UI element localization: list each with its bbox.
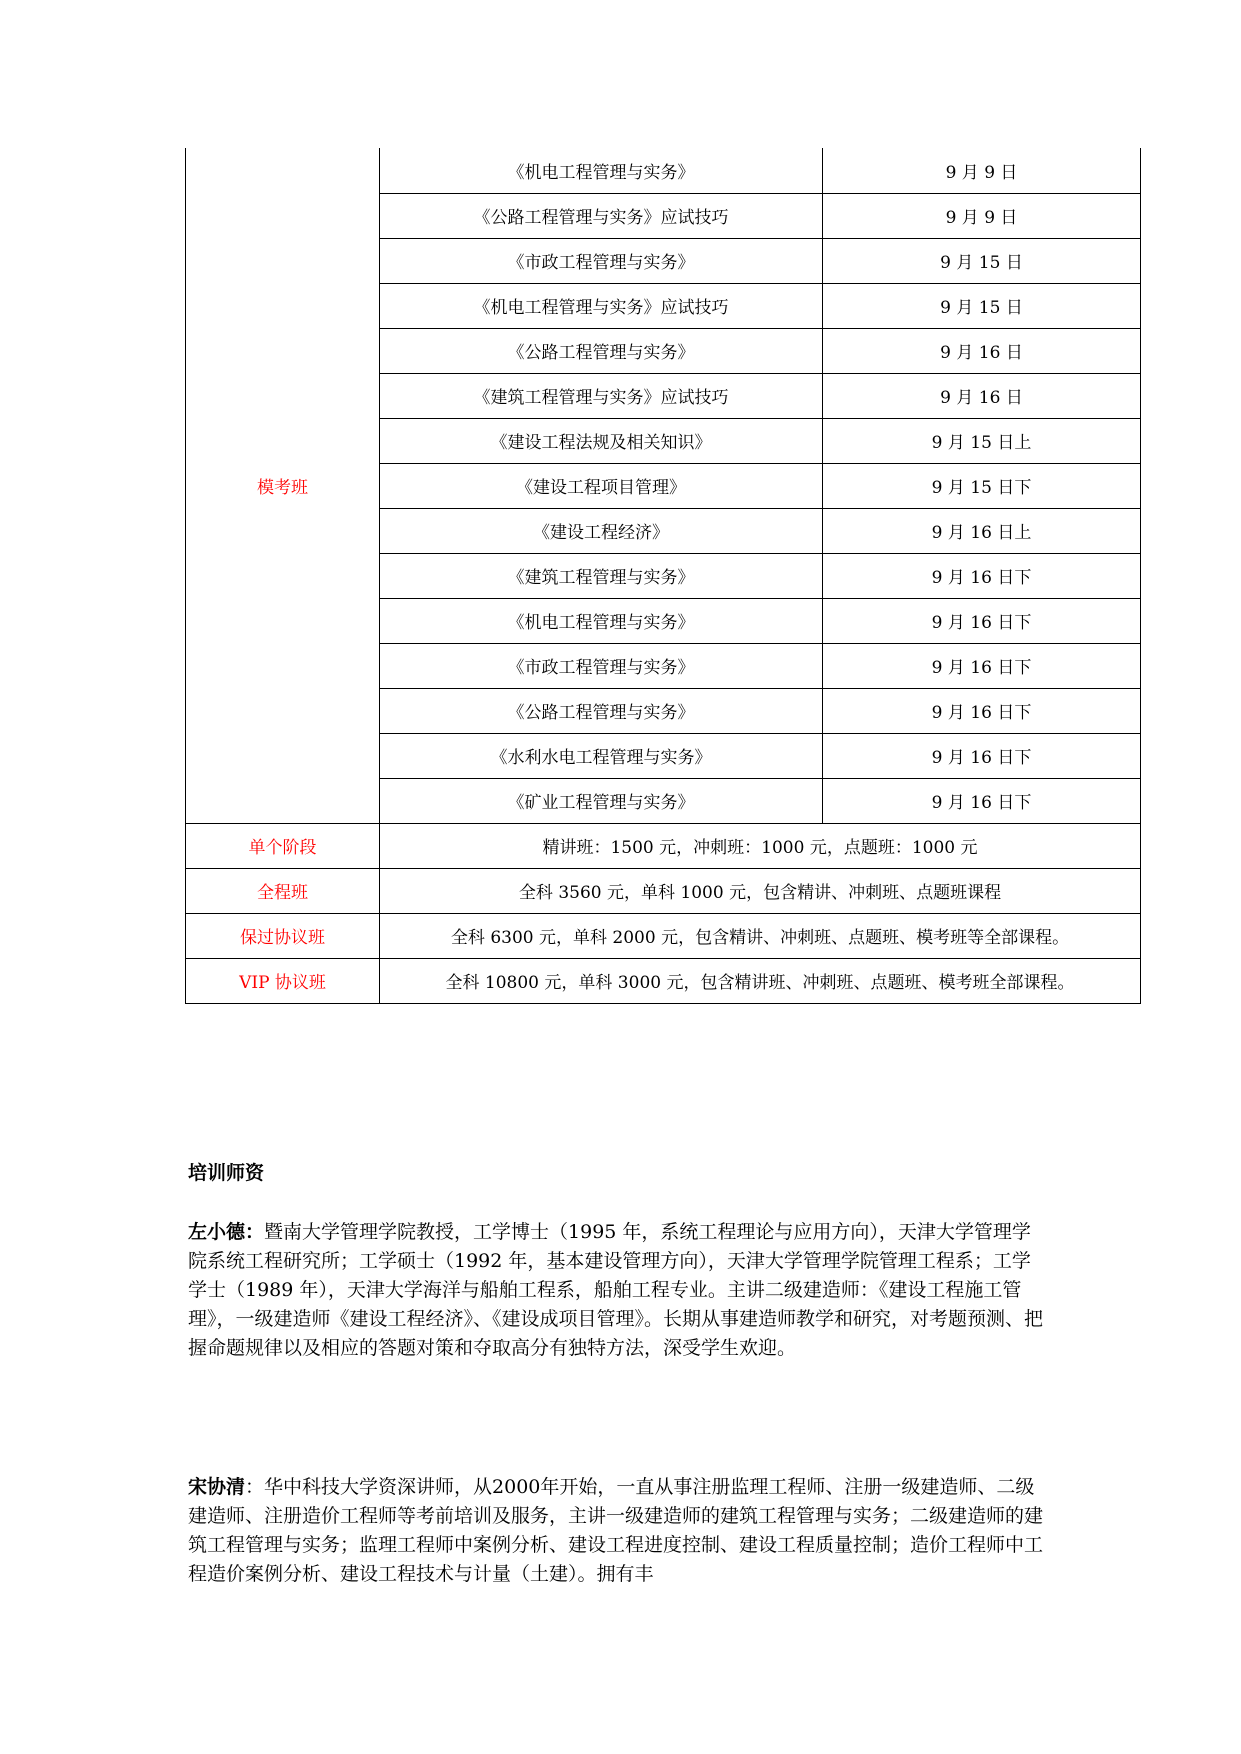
price-row [186,958,1141,1003]
price-text: 全科 10800 元，单科 3000 元，包含精讲班、冲刺班、点题班、模考班全部课程。 [380,958,1141,1003]
price-row [186,823,1141,868]
price-label: 保过协议班 [186,913,380,958]
subject-cell: 《机电工程管理与实务》应试技巧 [380,283,823,328]
schedule-table [185,148,1141,1004]
teacher-name: 宋协清 [188,1476,246,1498]
teacher-bio-text: 华中科技大学资深讲师，从2000年开始，一直从事注册监理工程师、注册一级建造师、二级建造师、注册造价工程师等考前培训及服务，主讲一级建造师的建筑工程管理与实务；二级建造师的建筑工程管理与实务；监理工程师中案例分析、建设工程进度控制、建设工程质量控制；造价工程师中工程造价案例分析、建设工程技术与计量（土建）。拥有丰 [188,1476,1044,1585]
date-cell: 9 月 15 日下 [823,463,1141,508]
date-cell: 9 月 15 日上 [823,418,1141,463]
price-text: 精讲班：1500 元，冲刺班：1000 元，点题班：1000 元 [380,823,1141,868]
teacher-name-sep: ： [245,1476,265,1498]
date-cell: 9 月 16 日下 [823,688,1141,733]
subject-cell: 《机电工程管理与实务》 [380,148,823,193]
price-text: 全科 3560 元，单科 1000 元，包含精讲、冲刺班、点题班课程 [380,868,1141,913]
date-cell: 9 月 9 日 [823,148,1141,193]
subject-cell: 《建设工程项目管理》 [380,463,823,508]
mock-exam-row [186,148,1141,193]
date-cell: 9 月 16 日下 [823,553,1141,598]
subject-cell: 《建设工程经济》 [380,508,823,553]
price-label: 单个阶段 [186,823,380,868]
subject-cell: 《公路工程管理与实务》应试技巧 [380,193,823,238]
subject-cell: 《建筑工程管理与实务》应试技巧 [380,373,823,418]
subject-cell: 《机电工程管理与实务》 [380,598,823,643]
subject-cell: 《市政工程管理与实务》 [380,643,823,688]
subject-cell: 《公路工程管理与实务》 [380,328,823,373]
date-cell: 9 月 16 日 [823,373,1141,418]
subject-cell: 《公路工程管理与实务》 [380,688,823,733]
subject-cell: 《建筑工程管理与实务》 [380,553,823,598]
date-cell: 9 月 16 日上 [823,508,1141,553]
subject-cell: 《建设工程法规及相关知识》 [380,418,823,463]
teacher-name: 左小德 [188,1221,246,1243]
subject-cell: 《矿业工程管理与实务》 [380,778,823,823]
price-row [186,868,1141,913]
price-row [186,913,1141,958]
teacher-bio-song [188,1473,1048,1589]
price-label: VIP 协议班 [186,958,380,1003]
date-cell: 9 月 9 日 [823,193,1141,238]
date-cell: 9 月 16 日下 [823,733,1141,778]
teacher-bio-text: 暨南大学管理学院教授，工学博士（1995 年，系统工程理论与应用方向），天津大学管理学院系统工程研究所；工学硕士（1992 年，基本建设管理方向），天津大学管理学院管理工程系；工学学士（1989 年），天津大学海洋与船舶工程系，船舶工程专业。主讲二级建造师：《建设工程施工管理》，一级建造师《建设工程经济》、《建设成项目管理》。长期从事建造师教学和研究，对考题预测、把握命题规律以及相应的答题对策和夺取高分有独特方法，深受学生欢迎。 [188,1221,1044,1359]
date-cell: 9 月 15 日 [823,283,1141,328]
date-cell: 9 月 16 日下 [823,778,1141,823]
date-cell: 9 月 15 日 [823,238,1141,283]
date-cell: 9 月 16 日下 [823,643,1141,688]
price-label: 全程班 [186,868,380,913]
price-text: 全科 6300 元，单科 2000 元，包含精讲、冲刺班、点题班、模考班等全部课程。 [380,913,1141,958]
date-cell: 9 月 16 日下 [823,598,1141,643]
teacher-name-sep: ： [245,1221,265,1243]
section-title: 培训师资 [188,1162,265,1184]
mock-exam-label: 模考班 [186,148,380,823]
subject-cell: 《水利水电工程管理与实务》 [380,733,823,778]
teacher-bio-zuo [188,1218,1048,1363]
date-cell: 9 月 16 日 [823,328,1141,373]
subject-cell: 《市政工程管理与实务》 [380,238,823,283]
